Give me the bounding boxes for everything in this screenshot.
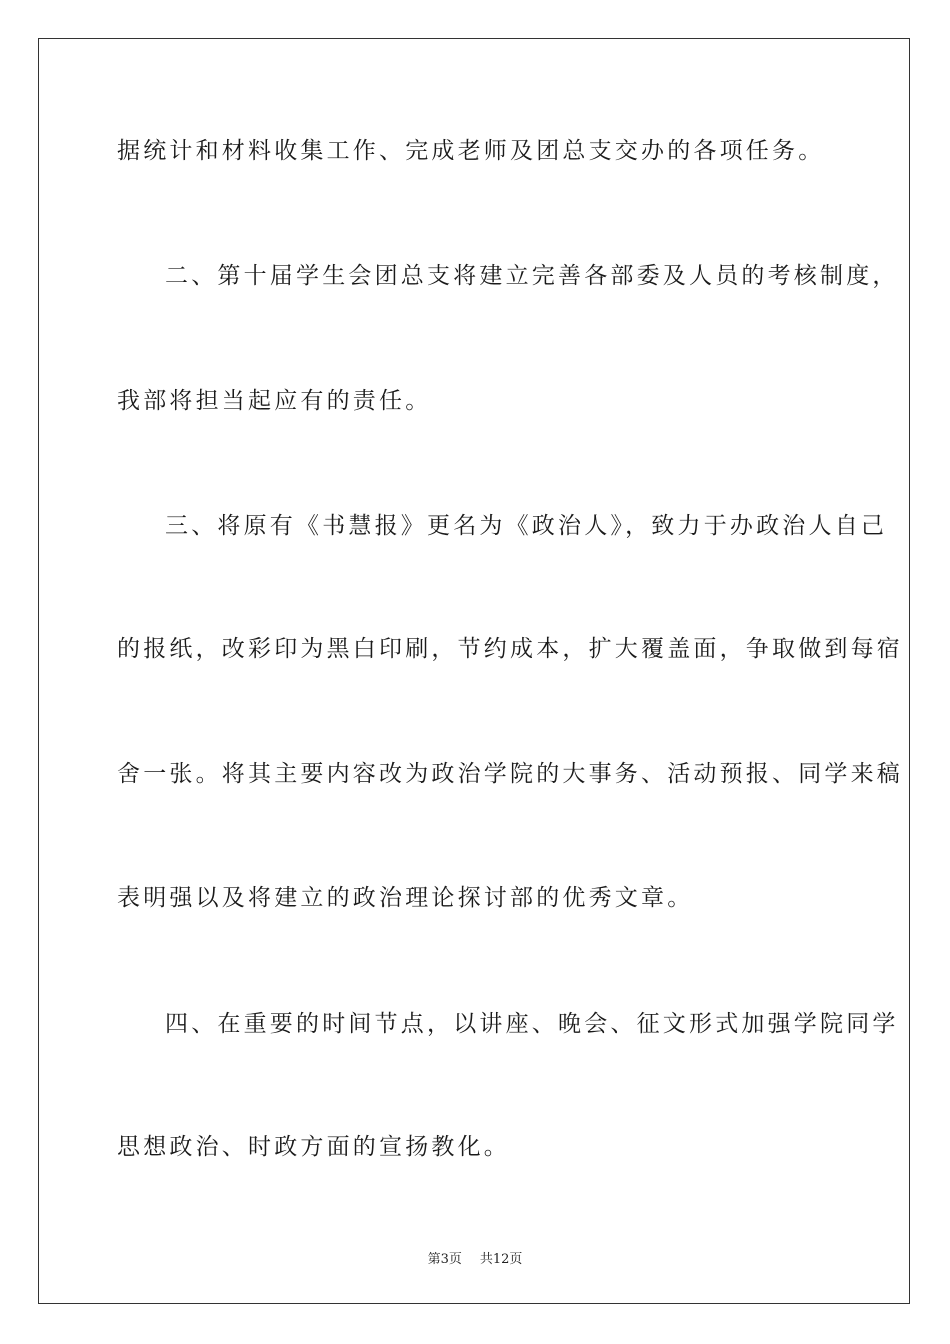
paragraph-line: 二、第十届学生会团总支将建立完善各部委及人员的考核制度， (165, 263, 899, 289)
paragraph-line: 的报纸，改彩印为黑白印刷，节约成本，扩大覆盖面，争取做到每宿 (117, 636, 903, 662)
paragraph-line: 思想政治、时政方面的宣扬教化。 (117, 1134, 510, 1160)
paragraph-line: 三、将原有《书慧报》更名为《政治人》，致力于办政治人自己 (165, 513, 888, 539)
page-number: 第3页 (427, 1252, 462, 1267)
paragraph-line: 舍一张。将其主要内容改为政治学院的大事务、活动预报、同学来稿 (117, 761, 903, 787)
page-footer (0, 1248, 950, 1267)
paragraph-line: 据统计和材料收集工作、完成老师及团总支交办的各项任务。 (117, 138, 825, 164)
paragraph-line: 四、在重要的时间节点，以讲座、晚会、征文形式加强学院同学 (165, 1011, 899, 1037)
paragraph-line: 我部将担当起应有的责任。 (117, 388, 432, 414)
paragraph-line: 表明强以及将建立的政治理论探讨部的优秀文章。 (117, 885, 694, 911)
page-border (38, 38, 910, 1304)
page-total: 共12页 (479, 1252, 523, 1267)
